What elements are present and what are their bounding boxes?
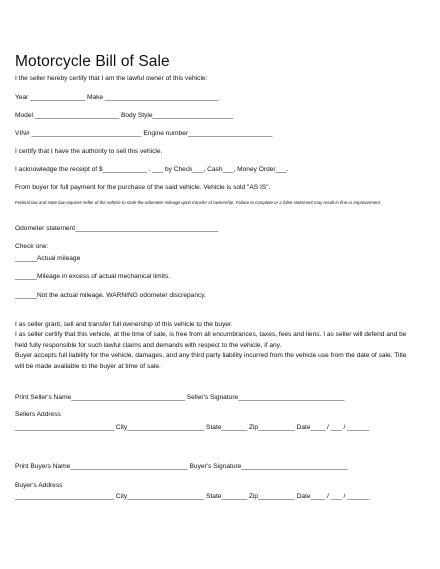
- buyer-address-line: ___________________________ City_____________________ State_______ Zip__________ Date____ / ___ / ______: [15, 493, 370, 500]
- encumbrances-statement: I as seller certify that this vehicle, at the time of sale, is free from all encumbrances, taxes, fees and liens. I as seller will defend and be held fully responsible for such lawful claims and demands with respect to the vehicle, if any.: [15, 331, 407, 349]
- option-excess-mileage: ______Mileage in excess of actual mechanical limits.: [15, 273, 171, 280]
- federal-law-notice: Federal law and state law requires seller of the vehicle to state the odometer mileage upon transfer of ownership. Failure to complete or a false statement may result in fine or imprisonment.: [15, 200, 382, 205]
- option-not-actual-mileage: ______Not the actual mileage. WARNING odometer discrepancy.: [15, 292, 206, 299]
- option-actual-mileage: ______Actual mileage: [15, 255, 81, 262]
- odometer-statement-line: Odometer statement_______________________________________: [15, 225, 219, 232]
- seller-address-label: Sellers Address: [15, 411, 61, 418]
- buyer-name-signature-line: Print Buyers Name________________________________ Buyer's Signature_____________________________: [15, 463, 348, 470]
- transfer-statement: I as seller grant, sell and transfer full ownership of this vehicle to the buyer.: [15, 321, 233, 328]
- document-title: Motorcycle Bill of Sale: [15, 53, 170, 70]
- receipt-line: I acknowledge the receipt of $____________ . ___ by Check___, Cash___, Money Order___.: [15, 166, 289, 173]
- intro-statement: I the seller hereby certify that I am the lawful owner of this vehicle:: [15, 75, 208, 82]
- payment-statement: From buyer for full payment for the purchase of the said vehicle. Vehicle is sold "AS IS".: [15, 184, 271, 191]
- authority-statement: I certify that I have the authority to sell this vehicle.: [15, 148, 163, 155]
- seller-name-signature-line: Print Seller's Name_______________________________ Seller's Signature_____________________________: [15, 394, 345, 401]
- buyer-address-label: Buyer's Address: [15, 482, 63, 489]
- check-one-label: Check one:: [15, 243, 49, 250]
- vin-engine-line: VIN# ______________________________ Engine number_______________________: [15, 130, 273, 137]
- seller-address-line: ___________________________ City_____________________ State_______ Zip__________ Date____ / ___ / ______: [15, 424, 370, 431]
- year-make-line: Year _______________ Make _______________________________: [15, 94, 219, 101]
- model-body-style-line: Model _______________________ Body Style______________________: [15, 112, 234, 119]
- liability-statement: Buyer accepts full liability for the vehicle, damages, and any third party liability incurred from the vehicle use from the date of sale. Title will be made available to the buyer at time of sale.: [15, 352, 407, 370]
